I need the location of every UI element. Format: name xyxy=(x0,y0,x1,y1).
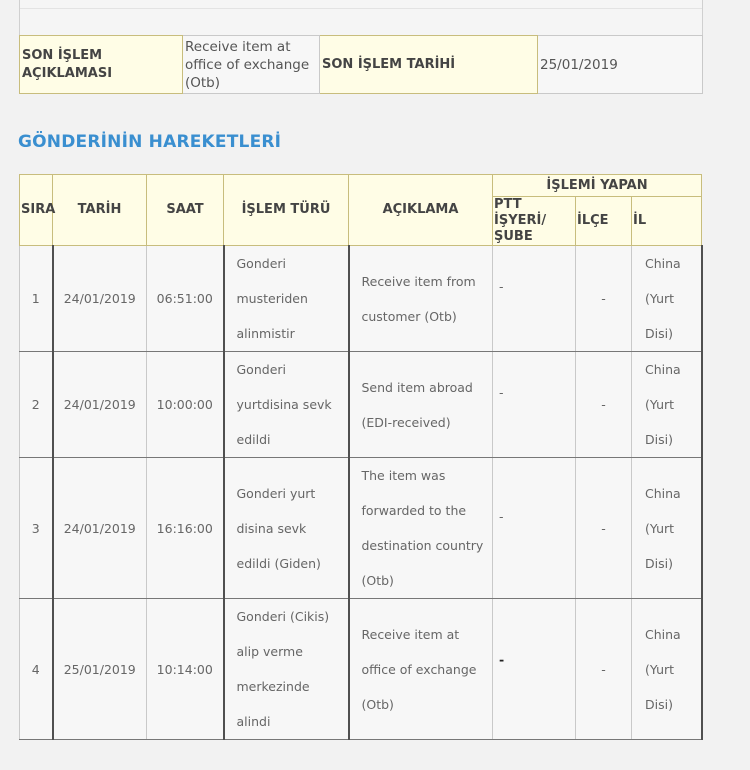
summary-table xyxy=(19,35,703,94)
cell-sira: 3 xyxy=(20,458,53,599)
table-row xyxy=(20,599,702,740)
cell-aciklama: The item was forwarded to the destination country (Otb) xyxy=(349,458,493,599)
table-row xyxy=(20,246,702,352)
cell-ilce: - xyxy=(576,458,632,599)
cell-sira: 1 xyxy=(20,246,53,352)
cell-ptt xyxy=(493,352,576,458)
cell-saat: 06:51:00 xyxy=(147,246,224,352)
cell-tarih: 25/01/2019 xyxy=(53,599,147,740)
table-row xyxy=(20,352,702,458)
header-sira: SIRA xyxy=(20,175,53,246)
header-islem-turu: İŞLEM TÜRÜ xyxy=(224,175,349,246)
cell-tarih: 24/01/2019 xyxy=(53,458,147,599)
last-date-label: SON İŞLEM TARİHİ xyxy=(320,36,538,94)
cell-aciklama: Receive item at office of exchange (Otb) xyxy=(349,599,493,740)
cell-islem-turu: Gonderi yurt disina sevk edildi (Giden) xyxy=(224,458,349,599)
header-row-top xyxy=(20,175,702,197)
summary-row xyxy=(20,36,703,94)
panel-divider xyxy=(20,8,702,9)
cell-tarih: 24/01/2019 xyxy=(53,246,147,352)
cell-saat: 16:16:00 xyxy=(147,458,224,599)
header-islemi-yapan: İŞLEMİ YAPAN xyxy=(493,175,702,197)
last-date-value: 25/01/2019 xyxy=(538,36,703,94)
cell-il: China (Yurt Disi) xyxy=(632,246,702,352)
cell-saat: 10:00:00 xyxy=(147,352,224,458)
cell-ptt-value: - xyxy=(499,508,504,524)
cell-ptt xyxy=(493,599,576,740)
cell-sira: 2 xyxy=(20,352,53,458)
section-title: GÖNDERİNİN HAREKETLERİ xyxy=(18,132,282,152)
cell-tarih: 24/01/2019 xyxy=(53,352,147,458)
previous-panel xyxy=(19,0,703,36)
cell-aciklama: Send item abroad (EDI-received) xyxy=(349,352,493,458)
cell-il: China (Yurt Disi) xyxy=(632,458,702,599)
cell-ilce: - xyxy=(576,599,632,740)
last-action-label: SON İŞLEM AÇIKLAMASI xyxy=(20,36,183,94)
cell-ilce: - xyxy=(576,246,632,352)
cell-saat: 10:14:00 xyxy=(147,599,224,740)
shipment-movements-table xyxy=(19,174,703,740)
cell-ptt-value: - xyxy=(499,385,504,400)
cell-islem-turu: Gonderi (Cikis) alip verme merkezinde alindi xyxy=(224,599,349,740)
header-ptt-isyeri: PTT İŞYERİ/ ŞUBE xyxy=(493,197,576,246)
cell-sira: 4 xyxy=(20,599,53,740)
cell-aciklama: Receive item from customer (Otb) xyxy=(349,246,493,352)
header-il: İL xyxy=(632,197,702,246)
cell-il: China (Yurt Disi) xyxy=(632,352,702,458)
last-action-value: Receive item at office of exchange (Otb) xyxy=(183,36,320,94)
cell-il: China (Yurt Disi) xyxy=(632,599,702,740)
cell-ptt xyxy=(493,458,576,599)
header-saat: SAAT xyxy=(147,175,224,246)
cell-ptt xyxy=(493,246,576,352)
cell-islem-turu: Gonderi yurtdisina sevk edildi xyxy=(224,352,349,458)
cell-islem-turu: Gonderi musteriden alinmistir xyxy=(224,246,349,352)
header-tarih: TARİH xyxy=(53,175,147,246)
header-aciklama: AÇIKLAMA xyxy=(349,175,493,246)
cell-ptt-value: - xyxy=(499,651,505,667)
cell-ptt-value: - xyxy=(499,279,504,294)
cell-ilce: - xyxy=(576,352,632,458)
header-ilce: İLÇE xyxy=(576,197,632,246)
table-row xyxy=(20,458,702,599)
